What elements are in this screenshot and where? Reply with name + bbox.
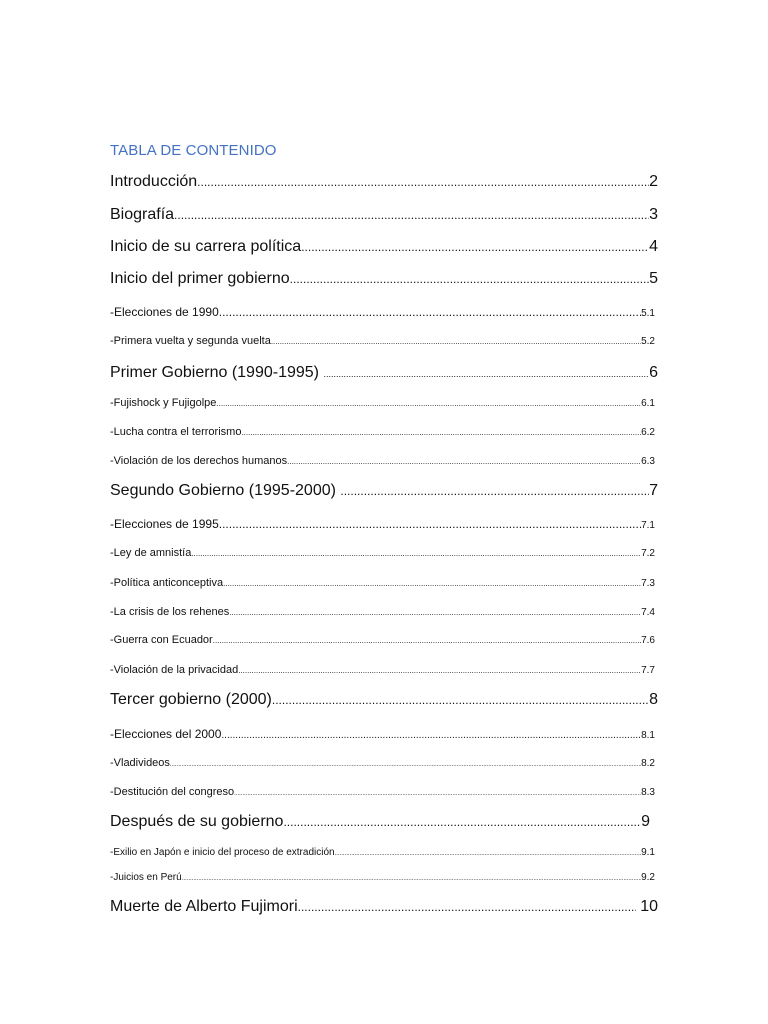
toc-entry-label: -Destitución del congreso	[110, 786, 235, 798]
toc-page-number: 8.1	[641, 730, 655, 741]
toc-entry-label: -Juicios en Perú	[110, 872, 182, 883]
toc-entry-label: Tercer gobierno (2000)	[110, 691, 272, 708]
toc-entry-lucha-terrorismo[interactable]	[110, 426, 655, 438]
toc-page-number: 6.2	[641, 427, 655, 438]
toc-entry-label: -Fujishock y Fujigolpe	[110, 397, 217, 409]
toc-leader	[283, 815, 641, 829]
toc-entry-ley-amnistia[interactable]	[110, 547, 655, 559]
toc-entry-label: -Guerra con Ecuador	[110, 634, 213, 646]
toc-entry-label: Primer Gobierno (1990-1995)	[110, 364, 324, 381]
toc-entry-inicio-primer-gobierno[interactable]	[110, 270, 658, 288]
toc-leader	[219, 517, 641, 531]
toc-page-number: 7.1	[641, 520, 655, 531]
toc-page-number: 4	[649, 238, 658, 255]
toc-leader	[271, 337, 641, 346]
toc-page-number: 8	[649, 691, 658, 708]
toc-entry-biografia[interactable]	[110, 206, 658, 224]
toc-entry-primera-segunda-vuelta[interactable]	[110, 335, 655, 347]
toc-leader	[182, 876, 641, 882]
toc-page-number: 7.4	[641, 607, 655, 618]
toc-leader	[216, 399, 641, 408]
toc-entry-tercer-gobierno[interactable]	[110, 691, 658, 709]
toc-entry-elecciones-2000[interactable]	[110, 727, 655, 741]
toc-leader	[223, 579, 641, 588]
toc-entry-label: -Lucha contra el terrorismo	[110, 426, 242, 438]
toc-entry-violacion-derechos[interactable]	[110, 455, 655, 467]
toc-leader	[298, 900, 636, 914]
toc-page-number: 7.7	[641, 665, 655, 676]
toc-entry-elecciones-1995[interactable]	[110, 517, 655, 531]
toc-leader	[197, 175, 649, 189]
toc-page-number: 10	[635, 898, 658, 915]
toc-entry-label: Introducción	[110, 173, 198, 190]
toc-entry-crisis-rehenes[interactable]	[110, 606, 655, 618]
toc-leader	[301, 240, 649, 254]
toc-page-number: 2	[649, 173, 658, 190]
toc-entry-label: -Ley de amnistía	[110, 547, 192, 559]
toc-leader	[290, 272, 649, 286]
toc-entry-label: Segundo Gobierno (1995-2000)	[110, 482, 341, 499]
toc-entry-guerra-ecuador[interactable]	[110, 634, 655, 646]
toc-entry-label: Biografía	[110, 206, 175, 223]
toc-page-number: 5.1	[641, 308, 655, 319]
toc-entry-juicios-peru[interactable]	[110, 872, 655, 883]
toc-entry-label: -Política anticonceptiva	[110, 577, 224, 589]
toc-page-number: 3	[649, 206, 658, 223]
toc-page-number: 7.2	[641, 548, 655, 559]
toc-leader	[234, 791, 641, 797]
toc-entry-label: Muerte de Alberto Fujimori	[110, 898, 298, 915]
toc-entry-elecciones-1990[interactable]	[110, 305, 655, 319]
toc-leader	[335, 851, 642, 857]
toc-entry-label: Inicio de su carrera política	[110, 238, 302, 255]
toc-entry-label: -Primera vuelta y segunda vuelta	[110, 335, 271, 347]
toc-entry-label: -La crisis de los rehenes	[110, 606, 230, 618]
toc-page-number: 7.6	[641, 635, 655, 646]
toc-entry-label: -Violación de los derechos humanos	[110, 455, 288, 467]
toc-leader	[221, 730, 641, 741]
toc-entry-segundo-gobierno[interactable]	[110, 482, 658, 500]
toc-leader	[241, 428, 641, 437]
toc-leader	[219, 305, 641, 319]
toc-leader	[174, 208, 649, 222]
toc-title: TABLA DE CONTENIDO	[110, 142, 277, 159]
toc-entry-label: Inicio del primer gobierno	[110, 270, 290, 287]
toc-entry-exilio-japon[interactable]	[110, 847, 655, 858]
toc-page-number: 7	[649, 482, 658, 499]
toc-leader	[191, 549, 641, 558]
toc-entry-despues-gobierno[interactable]	[110, 813, 650, 831]
toc-entry-label: -Vladivideos	[110, 757, 170, 769]
toc-leader	[229, 608, 641, 617]
toc-page-number: 5.2	[641, 336, 655, 347]
toc-entry-violacion-privacidad[interactable]	[110, 664, 655, 676]
toc-entry-label: -Exilio en Japón e inicio del proceso de extradición	[110, 847, 335, 858]
toc-leader	[323, 369, 649, 379]
toc-page-number: 7.3	[641, 578, 655, 589]
toc-entry-muerte-fujimori[interactable]	[110, 898, 658, 916]
toc-page-number: 9.2	[641, 872, 655, 883]
toc-leader	[170, 762, 641, 768]
toc-entry-label: -Violación de la privacidad	[110, 664, 239, 676]
toc-leader	[340, 484, 649, 498]
toc-leader	[238, 666, 641, 675]
toc-page-number: 8.2	[641, 758, 655, 769]
toc-page-number: 8.3	[641, 787, 655, 798]
toc-page-number: 5	[649, 270, 658, 287]
toc-leader	[213, 636, 641, 645]
toc-page-number: 6	[649, 364, 658, 381]
toc-entry-destitucion-congreso[interactable]	[110, 786, 655, 798]
toc-entry-politica-anticonceptiva[interactable]	[110, 577, 655, 589]
toc-page-number: 9.1	[641, 847, 655, 858]
toc-entry-introduccion[interactable]	[110, 173, 658, 191]
toc-entry-label: -Elecciones de 1990	[110, 305, 219, 319]
toc-leader	[287, 457, 641, 466]
toc-page-number: 6.1	[641, 398, 655, 409]
toc-page-number: 6.3	[641, 456, 655, 467]
toc-entry-inicio-carrera[interactable]	[110, 238, 658, 256]
toc-entry-label: -Elecciones de 1995	[110, 517, 219, 531]
toc-entry-label: -Elecciones del 2000	[110, 727, 222, 741]
toc-page-number: 9	[641, 813, 650, 830]
toc-entry-vladivideos[interactable]	[110, 757, 655, 769]
toc-entry-label: Después de su gobierno	[110, 813, 284, 830]
toc-leader	[272, 693, 649, 707]
toc-entry-fujishock[interactable]	[110, 397, 655, 409]
toc-entry-primer-gobierno[interactable]	[110, 364, 658, 382]
